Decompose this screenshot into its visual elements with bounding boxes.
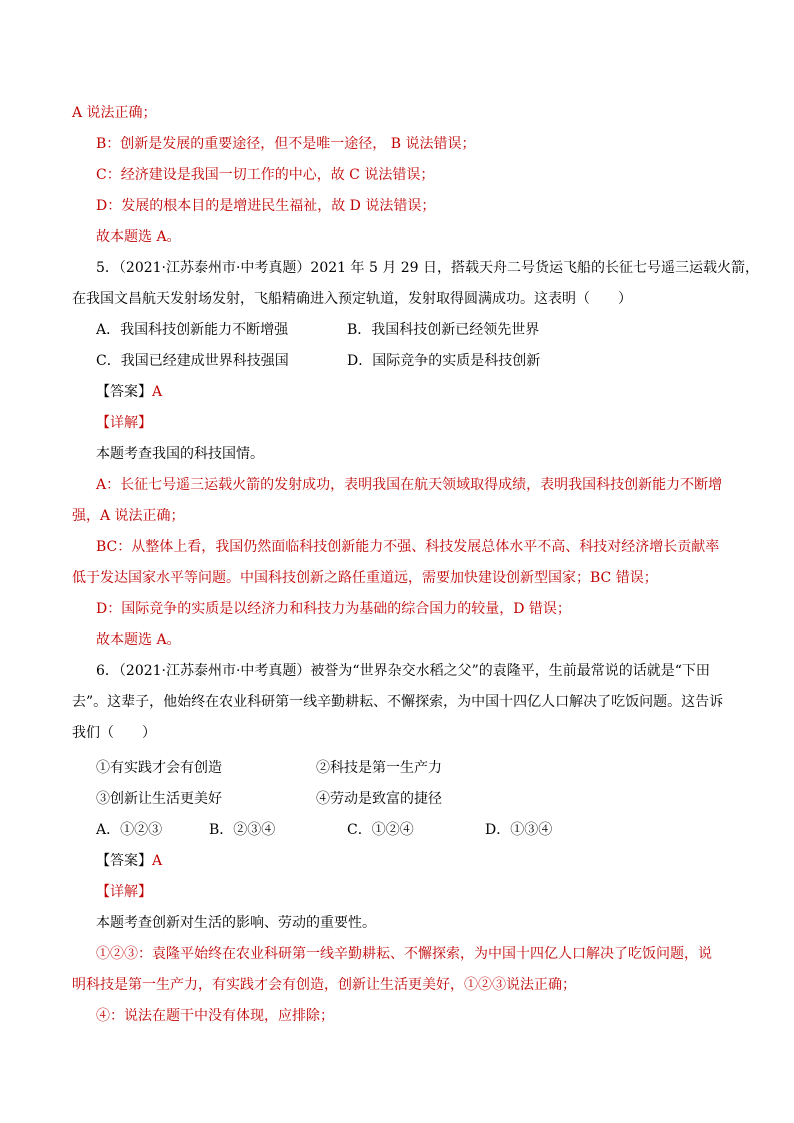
q6-item4: ④劳动是致富的捷径 xyxy=(316,791,442,807)
q5-expl-bc-1: BC：从整体上看，我国仍然面临科技创新能力不强、科技发展总体水平不高、科技对经济增长贡献率 xyxy=(96,539,720,555)
q6-option-c: C．①②④ xyxy=(347,822,414,838)
q6-expl-4: ④：说法在题干中没有体现，应排除； xyxy=(96,1008,334,1024)
prev-d-wrong: D：发展的根本目的是增进民生福祉，故 D 说法错误； xyxy=(96,198,436,214)
q6-option-a: A．①②③ xyxy=(96,822,163,838)
q6-answer-label: 【答案】 xyxy=(96,853,152,869)
q5-conclusion: 故本题选 A。 xyxy=(96,632,181,648)
q6-stem-line3: 我们（ ） xyxy=(72,725,156,741)
q6-option-b: B．②③④ xyxy=(209,822,276,838)
q6-detail-label: 【详解】 xyxy=(96,884,152,900)
q6-item3: ③创新让生活更美好 xyxy=(96,791,222,807)
q5-intro: 本题考查我国的科技国情。 xyxy=(96,446,264,462)
q5-option-b: B．我国科技创新已经领先世界 xyxy=(347,322,540,338)
q5-stem-line1: 5．（2021·江苏泰州市·中考真题）2021 年 5 月 29 日，搭载天舟二号货运飞船的长征七号遥三运载火箭， xyxy=(96,260,760,276)
q5-option-a: A．我国科技创新能力不断增强 xyxy=(96,322,289,338)
q6-answer-value: A xyxy=(152,853,163,869)
q6-item1: ①有实践才会有创造 xyxy=(96,760,222,776)
q6-expl-123-1: ①②③：袁隆平始终在农业科研第一线辛勤耕耘、不懈探索，为中国十四亿人口解决了吃饭问题，说 xyxy=(96,946,712,962)
prev-c-wrong: C：经济建设是我国一切工作的中心，故 C 说法错误； xyxy=(96,167,435,183)
q6-intro: 本题考查创新对生活的影响、劳动的重要性。 xyxy=(96,915,376,931)
q6-item2: ②科技是第一生产力 xyxy=(316,760,442,776)
q5-answer xyxy=(96,382,162,402)
q6-answer xyxy=(96,851,162,871)
q5-option-c: C．我国已经建成世界科技强国 xyxy=(96,353,289,369)
q5-option-d: D．国际竞争的实质是科技创新 xyxy=(347,353,541,369)
q5-detail-label: 【详解】 xyxy=(96,415,152,431)
prev-a-correct: A 说法正确； xyxy=(72,105,157,121)
q5-expl-d: D：国际竞争的实质是以经济力和科技力为基础的综合国力的较量，D 错误； xyxy=(96,601,571,617)
q5-expl-bc-2: 低于发达国家水平等问题。中国科技创新之路任重道远，需要加快建设创新型国家；BC 错误； xyxy=(72,570,658,586)
prev-b-wrong: B：创新是发展的重要途径，但不是唯一途径， B 说法错误； xyxy=(96,136,476,152)
prev-conclusion: 故本题选 A。 xyxy=(96,229,181,245)
q5-stem-line2: 在我国文昌航天发射场发射，飞船精确进入预定轨道，发射取得圆满成功。这表明（ ） xyxy=(72,291,632,307)
q6-option-d: D．①③④ xyxy=(485,822,553,838)
q5-answer-label: 【答案】 xyxy=(96,384,152,400)
q5-expl-a-2: 强，A 说法正确； xyxy=(72,508,185,524)
q5-expl-a-1: A：长征七号遥三运载火箭的发射成功，表明我国在航天领域取得成绩，表明我国科技创新能力不断增 xyxy=(96,477,723,493)
q6-stem-line1: 6．（2021·江苏泰州市·中考真题）被誉为“世界杂交水稻之父”的袁隆平，生前最常说的话就是“下田 xyxy=(96,663,710,679)
q6-expl-123-2: 明科技是第一生产力，有实践才会有创造，创新让生活更美好，①②③说法正确； xyxy=(72,977,576,993)
q5-answer-value: A xyxy=(152,384,163,400)
q6-stem-line2: 去”。这辈子，他始终在农业科研第一线辛勤耕耘、不懈探索，为中国十四亿人口解决了吃饭问题。这告诉 xyxy=(72,694,724,710)
